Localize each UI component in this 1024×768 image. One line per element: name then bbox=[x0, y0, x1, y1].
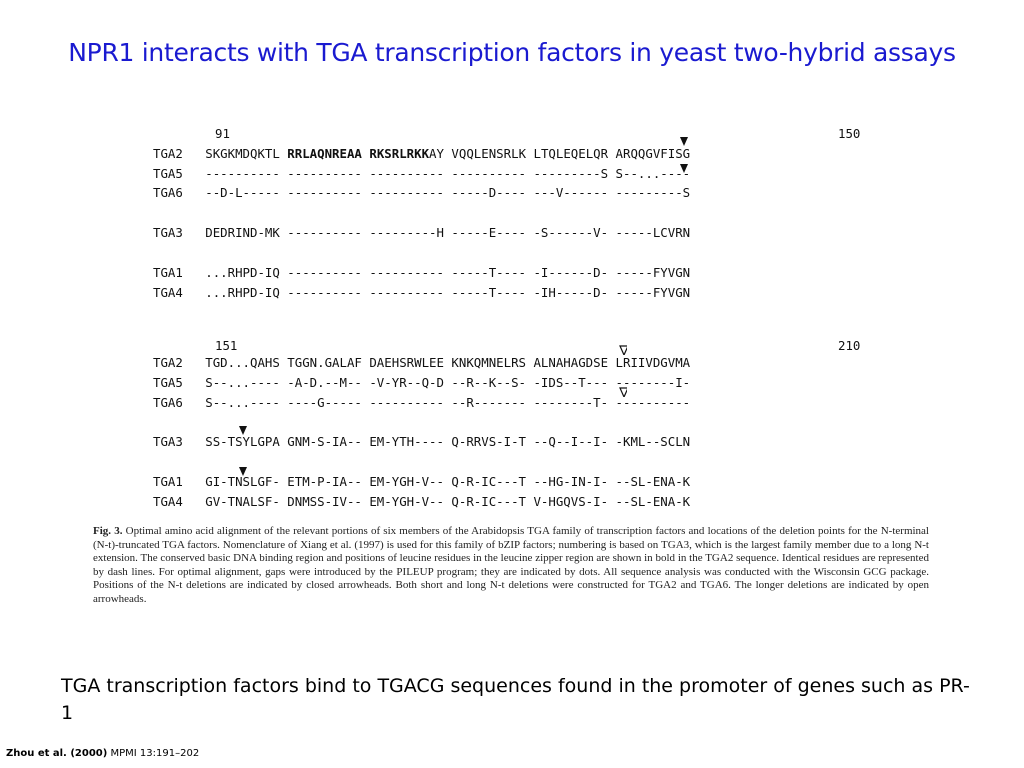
seq-segment: ...RHPD-IQ ---------- ---------- -----T---- -I------D- -----FYVGN bbox=[205, 265, 691, 280]
alignment-row-tga5-block2 bbox=[153, 376, 690, 390]
alignment-row-tga2-block1 bbox=[153, 147, 690, 161]
row-label: TGA5 bbox=[153, 375, 183, 390]
row-label: TGA1 bbox=[153, 474, 183, 489]
row-label: TGA4 bbox=[153, 285, 183, 300]
alignment-row-tga1-block1 bbox=[153, 266, 690, 280]
caption-text: Optimal amino acid alignment of the relevant portions of six members of the Arabidopsis TGA family of transcription factors and locations of the deletion points for the N-terminal (N-t)-truncated TGA factors. Nomenclature of Xiang et al. (1997) is used for this family of bZIP factors; numbering is based on TGA3, which is the largest family member due to a long N-t extension. The conserved basic DNA binding region and positions of leucine residues in the leucine zipper region are shown in bold in the TGA2 sequence. Identical residues are represented by dash lines. For optimal alignment, gaps were introduced by the PILEUP program; they are indicated by dots. All sequence analysis was conducted with the Wisconsin GCG package. Positions of the N-t deletions are indicated by closed arrowheads. Both short and long N-t deletions were constructed for TGA2 and TGA6. The longer deletions are indicated by open arrowheads. bbox=[93, 525, 929, 605]
seq-segment: SS-TSYLGPA GNM-S-IA-- EM-YTH---- Q-RRVS-I-T --Q--I--I- -KML--SCLN bbox=[205, 434, 691, 449]
alignment-row-tga4-block2 bbox=[153, 495, 690, 509]
bold-seq-segment: RRLAQNREAA RKSRLRKK bbox=[287, 146, 430, 161]
alignment-row-tga6-block1 bbox=[153, 186, 690, 200]
figure-caption bbox=[93, 525, 929, 607]
row-label: TGA6 bbox=[153, 395, 183, 410]
seq-segment: GV-TNALSF- DNMSS-IV-- EM-YGH-V-- Q-R-IC---T V-HGQVS-I- --SL-ENA-K bbox=[205, 494, 691, 509]
slide-title: NPR1 interacts with TGA transcription factors in yeast two-hybrid assays bbox=[68, 38, 956, 67]
row-label: TGA3 bbox=[153, 434, 183, 449]
open-arrowhead-icon bbox=[619, 345, 627, 355]
alignment-row-tga6-block2 bbox=[153, 396, 690, 410]
seq-segment: SKGKMDQKTL bbox=[205, 146, 288, 161]
row-label: TGA6 bbox=[153, 185, 183, 200]
row-label: TGA5 bbox=[153, 166, 183, 181]
citation bbox=[6, 748, 199, 759]
citation-authors: Zhou et al. (2000) bbox=[6, 748, 108, 759]
closed-arrowhead-icon bbox=[680, 137, 688, 146]
seq-segment: TGD...QAHS TGGN.GALAF DAEHSRWLEE KNKQMNELRS ALNAHAGDSE LRIIVDGVMA bbox=[205, 355, 691, 370]
alignment-row-tga3-block2 bbox=[153, 435, 690, 449]
block1-end-number: 150 bbox=[838, 126, 861, 141]
alignment-row-tga4-block1 bbox=[153, 286, 690, 300]
seq-segment: S--...---- -A-D.--M-- -V-YR--Q-D --R--K--S- -IDS--T--- --------I- bbox=[205, 375, 691, 390]
seq-segment: S--...---- ----G----- ---------- --R------- --------T- ---------- bbox=[205, 395, 691, 410]
block1-start-number: 91 bbox=[215, 126, 230, 141]
row-label: TGA2 bbox=[153, 355, 183, 370]
alignment-row-tga2-block2 bbox=[153, 356, 690, 370]
alignment-row-tga3-block1 bbox=[153, 226, 690, 240]
caption-label: Fig. 3. bbox=[93, 525, 123, 537]
block2-end-number: 210 bbox=[838, 338, 861, 353]
row-label: TGA1 bbox=[153, 265, 183, 280]
row-label: TGA4 bbox=[153, 494, 183, 509]
seq-segment: AY VQQLENSRLK LTQLEQELQR ARQQGVFISG bbox=[429, 146, 691, 161]
seq-segment: GI-TNSLGF- ETM-P-IA-- EM-YGH-V-- Q-R-IC---T --HG-IN-I- --SL-ENA-K bbox=[205, 474, 691, 489]
seq-segment: --D-L----- ---------- ---------- -----D---- ---V------ ---------S bbox=[205, 185, 691, 200]
seq-segment: DEDRIND-MK ---------- ---------H -----E---- -S------V- -----LCVRN bbox=[205, 225, 691, 240]
seq-segment: ...RHPD-IQ ---------- ---------- -----T---- -IH-----D- -----FYVGN bbox=[205, 285, 691, 300]
citation-journal: MPMI 13:191–202 bbox=[107, 748, 200, 759]
seq-segment: ---------- ---------- ---------- ---------- ---------S S--...---- bbox=[205, 166, 691, 181]
block2-start-number: 151 bbox=[215, 338, 238, 353]
alignment-figure bbox=[93, 112, 933, 642]
summary-text: TGA transcription factors bind to TGACG sequences found in the promoter of genes such as PR-1 bbox=[61, 675, 970, 724]
row-label: TGA2 bbox=[153, 146, 183, 161]
alignment-row-tga5-block1 bbox=[153, 167, 690, 181]
alignment-row-tga1-block2 bbox=[153, 475, 690, 489]
row-label: TGA3 bbox=[153, 225, 183, 240]
